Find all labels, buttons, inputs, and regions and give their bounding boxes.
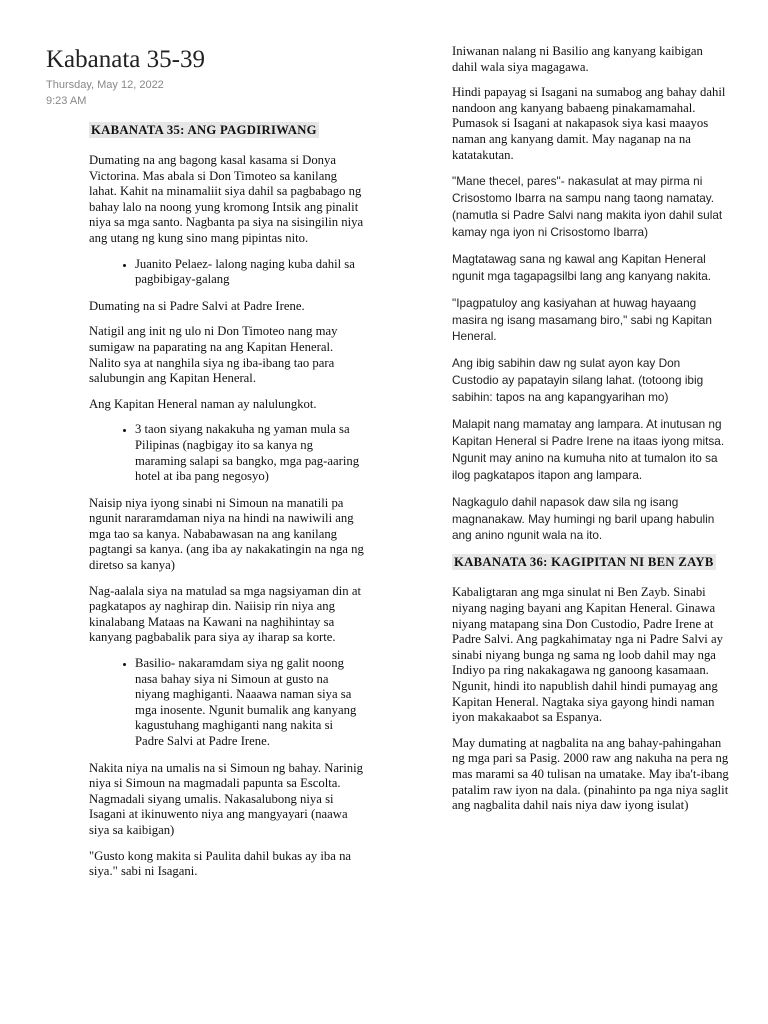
paragraph: "Gusto kong makita si Paulita dahil bukas ay iba na siya." sabi ni Isagani.: [89, 848, 352, 879]
paragraph: Nakita niya na umalis na si Simoun ng bahay. Narinig niya si Simoun na magmadali papunta sa Escolta. Nagmadali siyang umalis. Nakasalubong niya si Isagani at ikinuwento niya ang mangyayari (naawa siya sa kaibigan): [89, 760, 364, 837]
paragraph: Nagkagulo dahil napasok daw sila ng isang magnanakaw. May humingi ng baril upang habulin ang anino ngunit wala na ito.: [452, 494, 715, 543]
list-item: • 3 taon siyang nakakuha ng yaman mula sa Pilipinas (nagbigay ito sa kanya ng maraming salapi sa bangko, mga pag-aaring hotel at iba pang negosyo): [135, 422, 365, 484]
paragraph: Magtatawag sana ng kawal ang Kapitan Heneral ngunit mga tagapagsilbi lang ang kanyang nakita.: [452, 251, 712, 283]
paragraph: Iniwanan nalang ni Basilio ang kanyang kaibigan dahil wala siya magagawa.: [452, 44, 703, 74]
paragraph: Hindi papayag si Isagani na sumabog ang bahay dahil nandoon ang kanyang babaeng pinakamamahal. Pumasok si Isagani at nakapasok siya kasi maayos naman ang kanyang damit. May naganap na na katatakutan.: [452, 85, 726, 162]
chapter-35-heading: KABANATA 35: ANG PAGDIRIWANG: [91, 123, 317, 137]
left-column: [89, 122, 365, 890]
page-date: Thursday, May 12, 2022: [46, 79, 164, 91]
paragraph: Kabaligtaran ang mga sinulat ni Ben Zayb. Sinabi niyang naging bayani ang Kapitan Heneral. Ginawa niyang matapang sina Don Custodio, Padre Irene at Padre Salvi. Ang pagkahimatay nga ni Padre Salvi ay sinabi niyang bunga ng sama ng loob dahil may nga Indiyo pa ring nakakagawa ng ganoong kasamaan. Ngunit, hindi ito napublish dahil hindi pumayag ang Kapitan Heneral. Nagtaka siya gayong hindi naman iyon makakaabot sa Espanya.: [452, 585, 723, 725]
paragraph: Dumating na ang bagong kasal kasama si Donya Victorina. Mas abala si Don Timoteo sa kanilang lahat. Kahit na minamaliit siya dahil sa pagbabago ng bahay lalo na noong yung kromong Intsik ang pinalit niya sa mga santo. Nagbanta pa siya na sisingilin niya ang utang ng kung sino mang pipintas nito.: [89, 153, 364, 245]
list-item: • Basilio- nakaramdam siya ng galit noong nasa bahay siya ni Simoun at gusto na niyang maghiganti. Naaawa naman siya sa mga inosente. Ngunit bumalik ang kanyang kagustuhang maghiganti nang nakita si Padre Salvi at Padre Irene.: [135, 656, 365, 750]
paragraph: Naisip niya iyong sinabi ni Simoun na manatili pa ngunit nararamdaman niya na hindi na nawiwili ang mga tao sa kanya. Nababawasan na ang kanilang pagtangi sa kanya. (ang iba ay nakakatingin na nga ng diretso sa kanya): [89, 495, 364, 573]
paragraph: Nag-aalala siya na matulad sa mga nagsiyaman din at pagkatapos ay naghirap din. Naiisip rin niya ang kinalabang Mataas na Kawani na naghihintay sa kanyang pagbabalik para siya ay iharap sa korte.: [89, 583, 361, 645]
bullet-list: [89, 257, 365, 288]
paragraph: Malapit nang mamatay ang lampara. At inutusan ng Kapitan Heneral si Padre Irene na itaas iyong mitsa. Ngunit may anino na kumuha nito at tumalon ito sa ilog pagkatapos itapon ang lampara.: [452, 417, 725, 482]
paragraph: Dumating na si Padre Salvi at Padre Irene.: [89, 298, 305, 313]
chapter-36-heading: KABANATA 36: KAGIPITAN NI BEN ZAYB: [454, 555, 714, 570]
paragraph: "Ipagpatuloy ang kasiyahan at huwag hayaang masira ng isang masamang biro," sabi ng Kapitan Heneral.: [452, 295, 712, 344]
bullet-list: [89, 422, 365, 484]
paragraph: Natigil ang init ng ulo ni Don Timoteo nang may sumigaw na paparating na ang Kapitan Heneral. Nalito sya at nanghila siya ng iba-ibang tao para salubungin ang Kapitan Heneral.: [89, 324, 338, 386]
bullet-list: [89, 656, 365, 750]
page-title: Kabanata 35-39: [46, 46, 205, 73]
paragraph: "Mane thecel, pares"- nakasulat at may pirma ni Crisostomo Ibarra na sampu nang taong namatay. (namutla si Padre Salvi nang makita iyon dahil sulat kamay nga iyon ni Crisostomo Ibarra): [452, 174, 723, 239]
paragraph: May dumating at nagbalita na ang bahay-pahingahan ng mga pari sa Pasig. 2000 raw ang nakuha na pera ng mas marami sa 40 tulisan na umatake. May iba't-ibang patalim raw iyon na dala. (pinahinto pa nga niya saglit ang nagbalita dahil nais niya daw iyong isulat): [452, 735, 729, 813]
paragraph: Ang ibig sabihin daw ng sulat ayon kay Don Custodio ay papatayin silang lahat. (totoong ibig sabihin: tapos na ang kapangyarihan mo): [452, 356, 704, 405]
list-item: • Juanito Pelaez- lalong naging kuba dahil sa pagbibigay-galang: [135, 257, 365, 288]
paragraph: Ang Kapitan Heneral naman ay nalulungkot.: [89, 396, 317, 411]
right-column: [452, 44, 730, 824]
page-time: 9:23 AM: [46, 95, 87, 107]
